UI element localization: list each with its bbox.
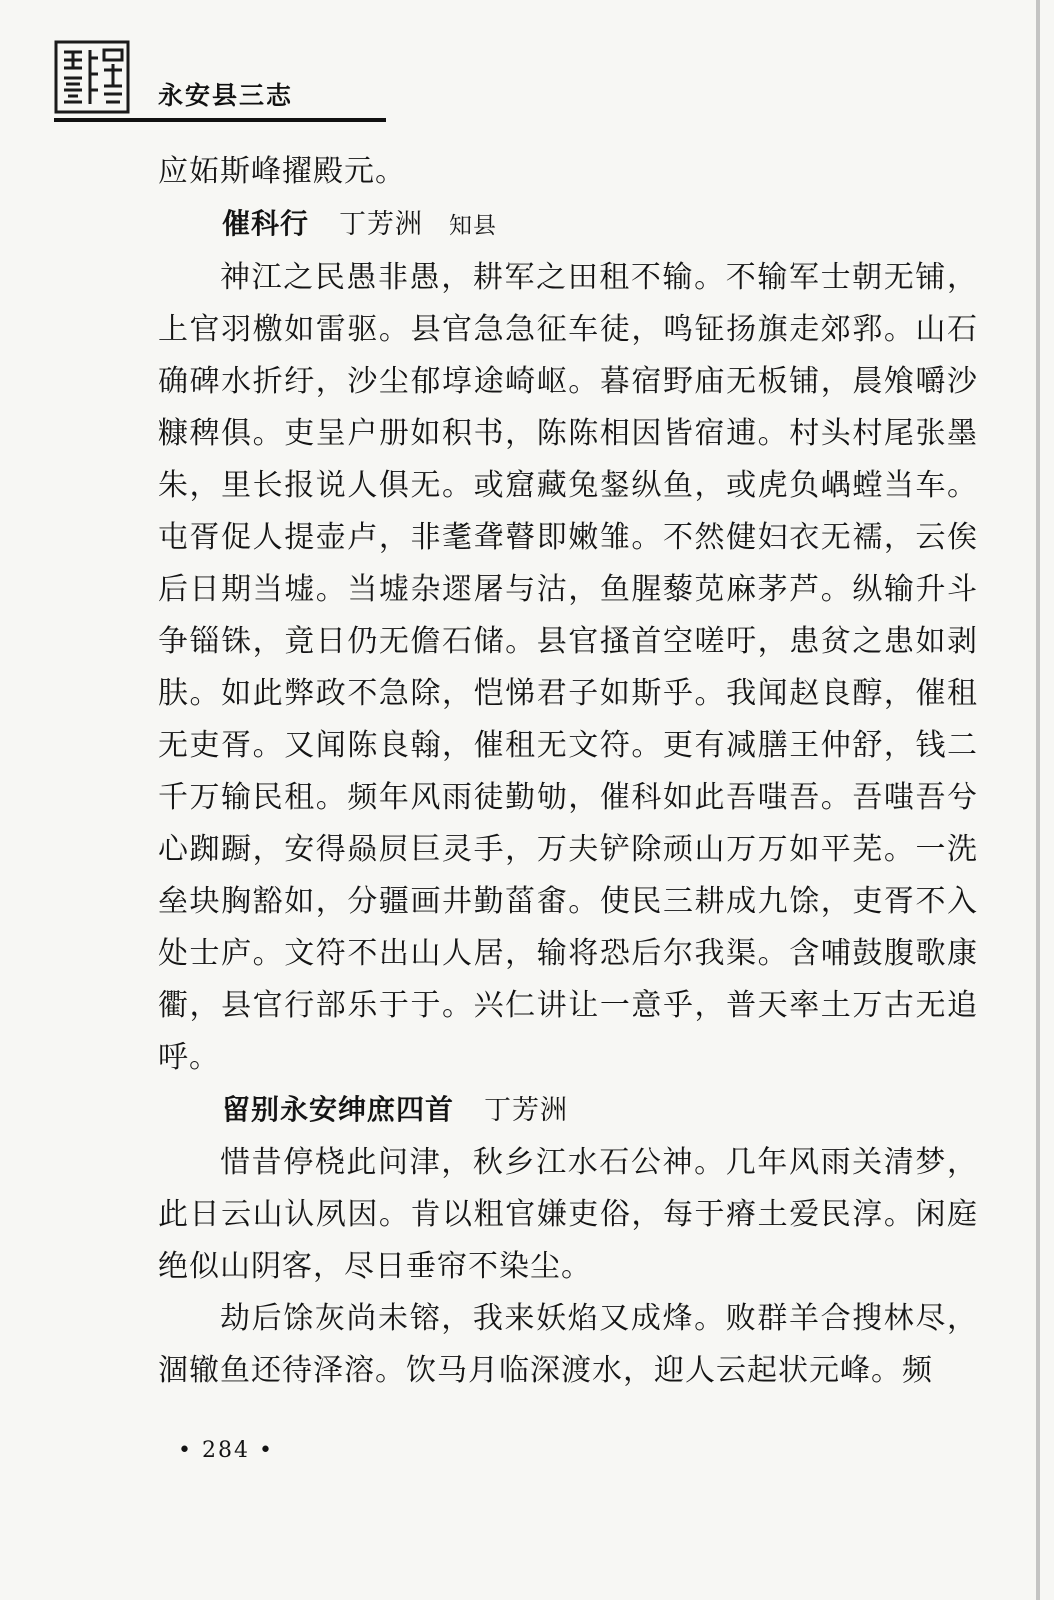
poem-title: 留别永安绅庶四首 [222, 1093, 455, 1126]
poem-author: 丁芳洲 [484, 1095, 569, 1126]
poem-stanza: 劫后馀灰尚未镕，我来妖焰又成烽。败群羊合搜林尽，涸辙鱼还待泽溶。饮马月临深渡水，迎人云起状元峰。频 [158, 1301, 978, 1388]
seal-logo-icon [54, 40, 130, 114]
page-number: • 284 • [178, 1438, 274, 1463]
poem-title: 催科行 [222, 207, 310, 240]
continuation-line: 应妬斯峰擢殿元。 [158, 154, 406, 189]
poem-stanza: 惜昔停桡此问津，秋乡江水石公神。几年风雨关清梦，此日云山认夙因。肯以粗官嫌吏俗，每于瘠土爱民淳。闲庭绝似山阴客，尽日垂帘不染尘。 [158, 1145, 978, 1284]
poem-body: 神江之民愚非愚，耕军之田租不输。不输军士朝无铺，上官羽檄如雷驱。县官急急征车徒，鸣钲扬旗走郊郛。山石确碑水折纡，沙尘郁埻途崎岖。暮宿野庙无板铺，晨飧嚼沙糠稗俱。吏呈户册如积书，陈陈相因皆宿逋。村头村尾张墨朱，里长报说人俱无。或窟藏兔錖纵鱼，或虎负嵎螳当车。屯胥促人提壶卢，非耄聋瞽即嫩雏。不然健妇衣无襦，云俟后日期当墟。当墟杂遝屠与沽，鱼腥藜苋麻茅芦。纵输升斗争锱铢，竟日仍无儋石储。县官搔首空嗟吁，患贫之患如剥肤。如此弊政不急除，恺悌君子如斯乎。我闻赵良醇，催租无吏胥。又闻陈良翰，催租无文符。更有减膳王仲舒，钱二千万输民租。频年风雨徒勤劬，催科如此吾嗤吾。吾嗤吾兮心踟蹰，安得赑屃巨灵手，万夫铲除顽山万万如平芜。一洗垒块胸豁如，分疆画井勤菑畬。使民三耕成九馀，吏胥不入处士庐。文符不出山人居，输将恐后尔我渠。含哺鼓腹歌康衢，县官行部乐于于。兴仁讲让一意乎，普天率土万古无追呼。 [158, 260, 978, 1075]
poem-title-line [158, 1084, 978, 1137]
page-edge-shadow [1036, 0, 1040, 1600]
author-role: 知县 [449, 213, 498, 239]
poem-title-line [158, 198, 978, 252]
running-header-title: 永安县三志 [158, 81, 294, 110]
poem-author: 丁芳洲 [339, 209, 424, 240]
main-text [158, 146, 978, 1397]
header-rule [54, 118, 386, 122]
